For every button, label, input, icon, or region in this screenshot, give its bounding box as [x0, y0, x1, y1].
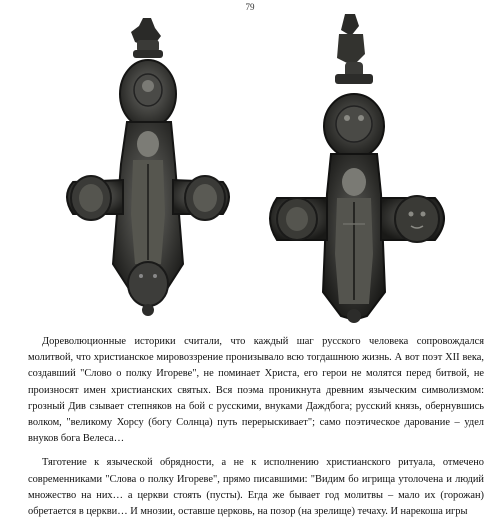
body-text — [28, 334, 484, 520]
cross-pendants-photo — [15, 14, 485, 332]
page-number: 79 — [245, 2, 255, 12]
paragraph: Дореволюционные историки считали, что каждый шаг русского человека сопровождался молитвой, что христианское мировоззрение пронизывало всю тогдашнюю жизнь. А вот поэт XII века, создавший "Слово о полку Игореве", не поминает Христа, его герои не молятся перед битвой, не произносят имен христианских святых. Вся поэма проникнута древним языческим символизмом: грозный Див сзывает степняков на бой с русскими, внуками Даждбога; русский князь, обернувшись волком, "великому Хорсу (богу Солнца) путь перерыскивает"; само поэтическое дарование – удел внуков бога Велеса… — [28, 336, 484, 445]
paragraph: Тяготение к языческой обрядности, а не к исполнению христианского ритуала, отмечено современниками "Слова о полку Игореве", прямо писавшими: "Видим бо игрища утолочена и людий множество на них… а церкви стоять (пусты). Егда же бывает год молитвы – мало их (горожан) обретается в церкви… И мнозии, оставше церковь, на позор (на зрелище) течаху. И нарекоша игры — [28, 457, 484, 518]
